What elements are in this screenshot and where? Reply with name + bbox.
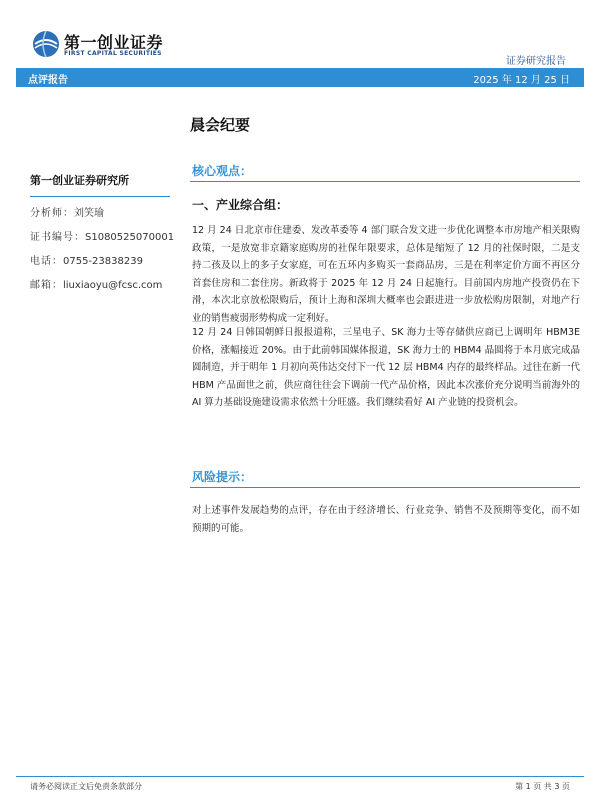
sidebar-divider — [30, 196, 170, 197]
page-title: 晨会纪要 — [190, 116, 251, 134]
paragraph-real-estate: 12 月 24 日北京市住建委、发改革委等 4 部门联合发文进一步优化调整本市房地产相关限购政策，一是放宽非京籍家庭购房的社保年限要求，总体是缩短了 12 月的社保时限，二是支持二孩及以上的多子女家庭，可在五环内多购买一套商品房，三是在利率定价方面不再区分首套住房和二套住房。新政将于 2025 年 12 月 24 日起施行。目前国内房地产投资仍在下滑，本次北京放松限购后，预计上海和深圳大概率也会跟进进一步放松购房限制，对地产行业的销售疲弱形势构成一定利好。 — [192, 225, 580, 324]
report-category: 点评报告 — [28, 75, 68, 86]
company-name-cn: 第一创业证券 — [64, 33, 164, 52]
report-type: 证券研究报告 — [506, 56, 566, 67]
risk-divider — [190, 487, 580, 488]
phone-value: 0755-23838239 — [63, 256, 143, 267]
certificate-line — [30, 228, 180, 243]
email-line — [30, 276, 180, 291]
core-divider — [190, 181, 580, 182]
globe-logo-icon — [32, 30, 60, 58]
industry-group-heading: 一、产业综合组： — [192, 198, 289, 212]
footer-divider — [16, 776, 584, 777]
email-value[interactable]: liuxiaoyu@fcsc.com — [63, 280, 163, 291]
institute-name: 第一创业证券研究所 — [30, 174, 129, 187]
company-logo — [32, 30, 172, 62]
company-name-en: FIRST CAPITAL SECURITIES — [64, 50, 162, 57]
phone-line — [30, 252, 180, 267]
paragraph-hbm: 12 月 24 日韩国朝鲜日报报道称，三星电子、SK 海力士等存储供应商已上调明年 HBM3E 价格，涨幅接近 20%。由于此前韩国媒体报道，SK 海力士的 HBM4 晶圆将于本月底完成晶圆制造，并于明年 1 月初向英伟达交付下一代 12 层 HBM4 内存的最终样品。过往在新一代 HBM 产品面世之前，供应商往往会下调前一代产品价格，因此本次涨价充分说明当前海外的 AI 算力基础设施建设需求依然十分旺盛。我们继续看好 AI 产业链的投资机会。 — [192, 327, 580, 408]
analyst-line — [30, 204, 180, 219]
certificate-value: S1080525070001 — [85, 232, 175, 243]
author-sidebar — [30, 172, 180, 300]
phone-label: 电话： — [30, 256, 63, 267]
core-views-heading: 核心观点： — [192, 164, 253, 178]
page-number: 第 1 页 共 3 页 — [515, 782, 570, 791]
category-banner — [16, 68, 584, 87]
risk-text: 对上述事件发展趋势的点评，存在由于经济增长、行业竞争、销售不及预期等变化，而不如预期的可能。 — [192, 505, 580, 534]
analyst-value: 刘笑瑜 — [74, 208, 104, 219]
risk-heading: 风险提示： — [192, 470, 253, 484]
footer-disclaimer: 请务必阅读正文后免责条款部分 — [30, 782, 142, 791]
certificate-label: 证书编号： — [30, 232, 85, 243]
email-label: 邮箱： — [30, 280, 63, 291]
analyst-label: 分析师： — [30, 208, 74, 219]
report-date: 2025 年 12 月 25 日 — [473, 75, 570, 86]
report-header — [0, 0, 600, 68]
